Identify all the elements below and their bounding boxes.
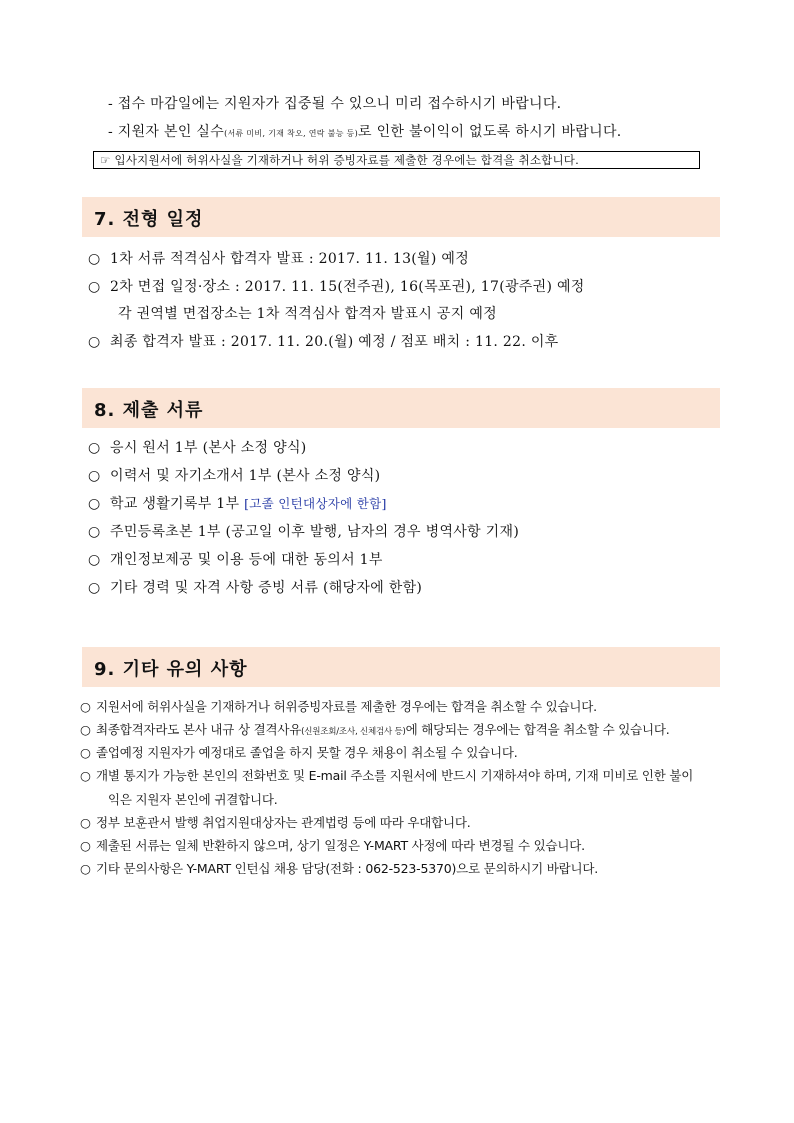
list-item bbox=[80, 836, 585, 854]
pointing-hand-icon: ☞ bbox=[100, 153, 111, 167]
top-note-2 bbox=[108, 121, 622, 141]
item-text: 2차 면접 일정·장소 : 2017. 11. 15(전주권), 16(목포권), 17(광주권) 예정 bbox=[110, 279, 585, 295]
list-item bbox=[88, 549, 383, 569]
note-dash: - bbox=[108, 96, 118, 112]
item-text: 응시 원서 1부 (본사 소정 양식) bbox=[110, 440, 307, 456]
circle-bullet: ○ bbox=[88, 440, 101, 456]
top-note-1 bbox=[108, 93, 561, 113]
item-note: [고졸 인턴대상자에 한함] bbox=[244, 496, 387, 511]
section-9-title: 9. 기타 유의 사항 bbox=[94, 659, 248, 680]
item-text: 1차 서류 적격심사 합격자 발표 : 2017. 11. 13(월) 예정 bbox=[110, 251, 470, 267]
item-small-text: (신원조회/조사, 신체검사 등) bbox=[301, 727, 406, 737]
note-dash: - bbox=[108, 124, 118, 140]
item-text: 각 권역별 면접장소는 1차 적격심사 합격자 발표시 공지 예정 bbox=[118, 306, 497, 322]
circle-bullet: ○ bbox=[88, 552, 101, 568]
circle-bullet: ○ bbox=[88, 279, 101, 295]
circle-bullet: ○ bbox=[88, 251, 101, 267]
list-item bbox=[88, 577, 422, 597]
item-text: 개인정보제공 및 이용 등에 대한 동의서 1부 bbox=[110, 552, 383, 568]
section-7-title: 7. 전형 일정 bbox=[94, 209, 204, 230]
item-text: 정부 보훈관서 발행 취업지원대상자는 관계법령 등에 따라 우대합니다. bbox=[96, 815, 471, 830]
list-item bbox=[80, 720, 670, 738]
list-item-continuation bbox=[108, 790, 277, 808]
item-text: 익은 지원자 본인에 귀결합니다. bbox=[108, 792, 278, 807]
circle-bullet: ○ bbox=[88, 468, 101, 484]
list-item bbox=[88, 521, 519, 541]
warning-box bbox=[93, 151, 700, 169]
circle-bullet: ○ bbox=[80, 722, 91, 737]
item-text: 최종합격자라도 본사 내규 상 결격사유 bbox=[96, 722, 302, 737]
item-text: 지원서에 허위사실을 기재하거나 허위증빙자료를 제출한 경우에는 합격을 취소할 수 있습니다. bbox=[96, 699, 597, 714]
note-small-text: (서류 미비, 기재 착오, 연락 불능 등) bbox=[224, 129, 359, 138]
circle-bullet: ○ bbox=[88, 334, 101, 350]
item-text: 주민등록초본 1부 (공고일 이후 발행, 남자의 경우 병역사항 기재) bbox=[110, 524, 520, 540]
circle-bullet: ○ bbox=[80, 838, 91, 853]
list-item bbox=[88, 276, 585, 296]
item-text: 이력서 및 자기소개서 1부 (본사 소정 양식) bbox=[110, 468, 381, 484]
circle-bullet: ○ bbox=[88, 580, 101, 596]
list-item bbox=[88, 331, 559, 351]
item-text: 기타 문의사항은 Y-MART 인턴십 채용 담당(전화 : 062-523-5370)으로 문의하시기 바랍니다. bbox=[96, 861, 599, 876]
circle-bullet: ○ bbox=[80, 815, 91, 830]
section-7-header bbox=[82, 197, 720, 237]
note-text: 로 인한 불이익이 없도록 하시기 바랍니다. bbox=[358, 124, 622, 140]
section-8-header bbox=[82, 388, 720, 428]
list-item bbox=[88, 493, 387, 513]
note-text: 지원자 본인 실수 bbox=[117, 124, 225, 140]
list-item bbox=[88, 465, 380, 485]
item-text: 에 해당되는 경우에는 합격을 취소할 수 있습니다. bbox=[405, 722, 670, 737]
circle-bullet: ○ bbox=[80, 745, 91, 760]
item-text: 기타 경력 및 자격 사항 증빙 서류 (해당자에 한함) bbox=[110, 580, 423, 596]
warning-text: 입사지원서에 허위사실을 기재하거나 허위 증빙자료를 제출한 경우에는 합격을 취소합니다. bbox=[114, 153, 579, 167]
circle-bullet: ○ bbox=[88, 524, 101, 540]
list-item bbox=[80, 766, 693, 784]
item-text: 학교 생활기록부 1부 bbox=[110, 496, 245, 512]
list-item bbox=[80, 813, 471, 831]
item-text: 졸업예정 지원자가 예정대로 졸업을 하지 못할 경우 채용이 취소될 수 있습니다. bbox=[96, 745, 518, 760]
circle-bullet: ○ bbox=[80, 699, 91, 714]
circle-bullet: ○ bbox=[88, 496, 101, 512]
item-text: 최종 합격자 발표 : 2017. 11. 20.(월) 예정 / 점포 배치 : 11. 22. 이후 bbox=[110, 334, 559, 350]
list-item bbox=[80, 697, 597, 715]
list-item bbox=[88, 437, 307, 457]
section-8-title: 8. 제출 서류 bbox=[94, 400, 204, 421]
list-item bbox=[88, 248, 469, 268]
list-item-continuation bbox=[118, 303, 497, 323]
circle-bullet: ○ bbox=[80, 768, 91, 783]
circle-bullet: ○ bbox=[80, 861, 91, 876]
item-text: 개별 통지가 가능한 본인의 전화번호 및 E-mail 주소를 지원서에 반드시 기재하셔야 하며, 기재 미비로 인한 불이 bbox=[96, 768, 694, 783]
item-text: 제출된 서류는 일체 반환하지 않으며, 상기 일정은 Y-MART 사정에 따라 변경될 수 있습니다. bbox=[96, 838, 585, 853]
list-item bbox=[80, 859, 598, 877]
list-item bbox=[80, 743, 518, 761]
section-9-header bbox=[82, 647, 720, 687]
note-text: 접수 마감일에는 지원자가 집중될 수 있으니 미리 접수하시기 바랍니다. bbox=[117, 96, 562, 112]
